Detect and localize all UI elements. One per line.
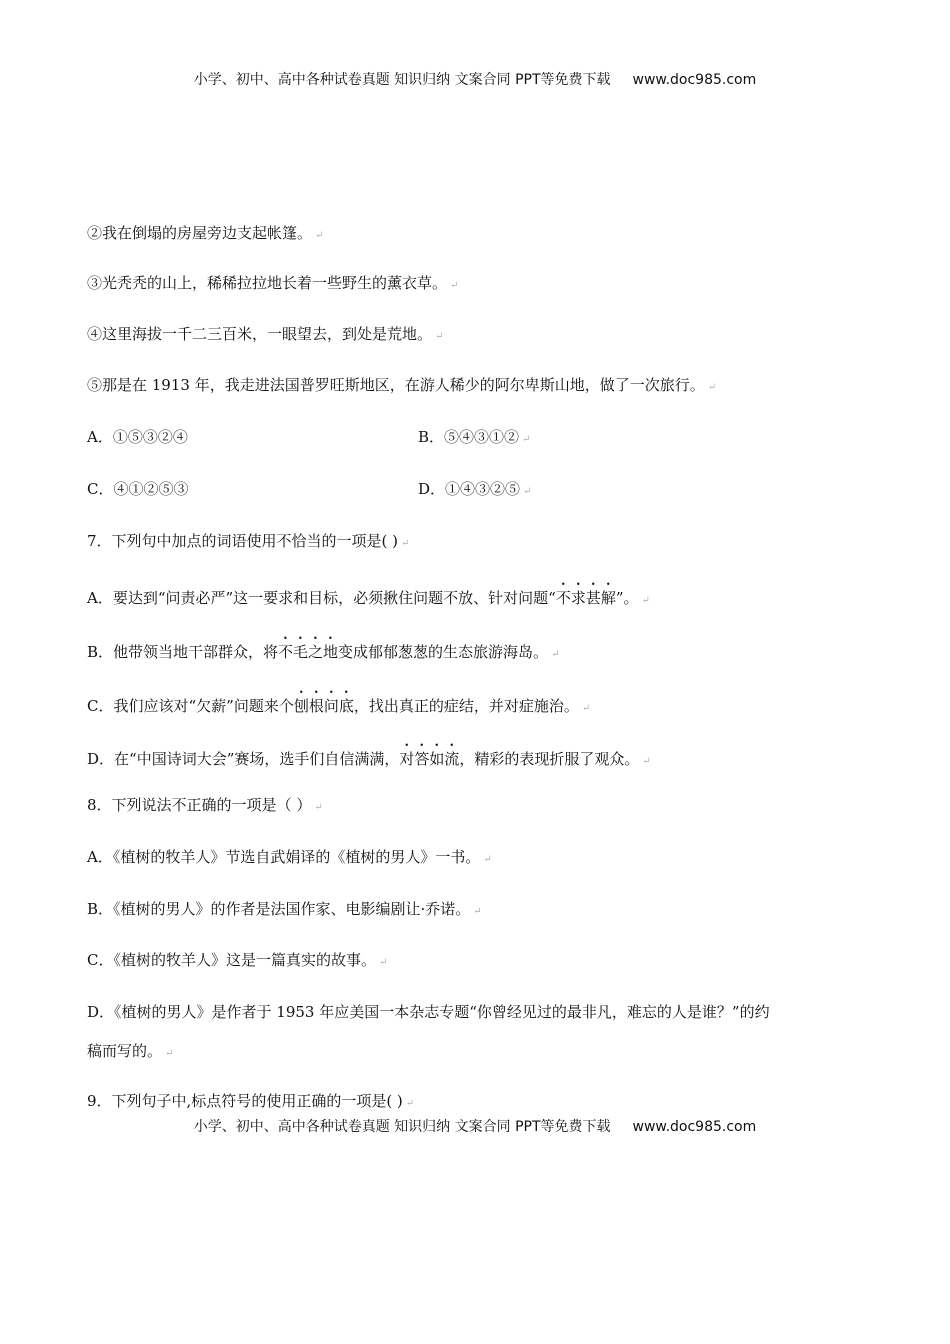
footer-url[interactable]: www.doc985.com <box>632 1119 757 1135</box>
q7-option-c: C．我们应该对“欠薪”问题来个刨根问底，找出真正的症结，并对症施治。 ↵ <box>87 697 591 715</box>
q8-option-b: B．《植树的男人》的作者是法国作家、电影编剧让·乔诺。 ↵ <box>87 900 482 918</box>
q8-stem: 8．下列说法不正确的一项是（ ） ↵ <box>87 796 323 814</box>
footer-text: 小学、初中、高中各种试卷真题 知识归纳 文案合同 PPT等免费下载 <box>193 1119 611 1135</box>
sentence-4: ④这里海拔一千二三百米，一眼望去，到处是荒地。 ↵ <box>87 325 444 343</box>
page-footer <box>0 1116 950 1136</box>
header-text: 小学、初中、高中各种试卷真题 知识归纳 文案合同 PPT等免费下载 <box>193 72 611 88</box>
q6-option-a: A．①⑤③②④ <box>87 428 188 446</box>
q6-option-d: D．①④③②⑤ ↵ <box>418 480 532 498</box>
q7-option-d: D．在“中国诗词大会”赛场，选手们自信满满，对答如流，精彩的表现折服了观众。 ↵ <box>87 750 651 768</box>
q6-option-b: B．⑤④③①② ↵ <box>418 428 531 446</box>
q8-option-d-continued: 稿而写的。 ↵ <box>87 1042 174 1060</box>
sentence-5: ⑤那是在 1913 年，我走进法国普罗旺斯地区，在游人稀少的阿尔卑斯山地，做了一次旅行。 ↵ <box>87 376 717 394</box>
emphasized-term: 不求甚解 <box>555 589 616 607</box>
q6-option-c: C．④①②⑤③ <box>87 480 189 498</box>
q8-option-d: D．《植树的男人》是作者于 1953 年应美国一本杂志专题“你曾经见过的最非凡，难忘的人是谁？”的约 <box>87 1003 770 1021</box>
para-mark: ↵ <box>707 382 717 393</box>
q8-option-c: C．《植树的牧羊人》这是一篇真实的故事。 ↵ <box>87 951 388 969</box>
q8-option-a: A．《植树的牧羊人》节选自武娟译的《植树的男人》一书。 ↵ <box>87 848 492 866</box>
sentence-2: ②我在倒塌的房屋旁边支起帐篷。 ↵ <box>87 224 324 242</box>
page-header-top <box>0 69 950 89</box>
emphasized-term: 对答如流 <box>399 750 460 768</box>
q7-option-a: A．要达到“问责必严”这一要求和目标，必须揪住问题不放、针对问题“不求甚解”。 ↵ <box>87 589 650 607</box>
header-url[interactable]: www.doc985.com <box>632 72 757 88</box>
q9-stem: 9．下列句子中,标点符号的使用正确的一项是( ) ↵ <box>87 1092 415 1110</box>
sentence-3: ③光秃秃的山上，稀稀拉拉地长着一些野生的薰衣草。 ↵ <box>87 274 459 292</box>
para-mark: ↵ <box>315 230 324 241</box>
emphasized-term: 刨根问底 <box>293 697 354 715</box>
emphasized-term: 不毛之地 <box>278 643 339 661</box>
para-mark: ↵ <box>435 331 444 342</box>
q7-stem: 7．下列句中加点的词语使用不恰当的一项是( ) ↵ <box>87 532 410 550</box>
q7-option-b: B．他带领当地干部群众，将不毛之地变成郁郁葱葱的生态旅游海岛。 ↵ <box>87 643 560 661</box>
para-mark: ↵ <box>450 280 459 291</box>
